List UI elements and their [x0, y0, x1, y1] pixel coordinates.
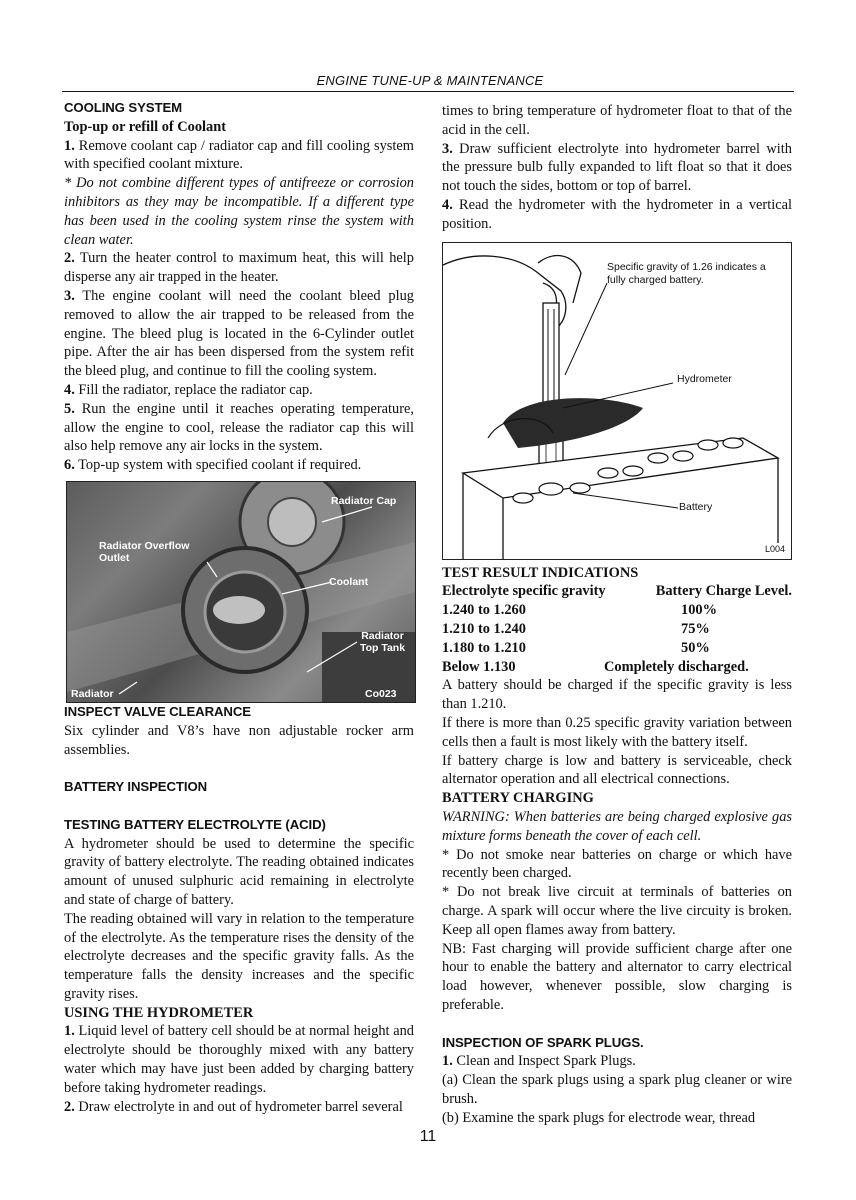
coolant-label: Coolant	[329, 575, 369, 588]
level-cell: 100%	[681, 602, 717, 619]
spark-step-1: 1. Clean and Inspect Spark Plugs.	[442, 1053, 636, 1070]
running-header: ENGINE TUNE-UP & MAINTENANCE	[316, 73, 544, 88]
antifreeze-note: * Do not combine different types of antifreeze or corrosion inhibitors as they may be incompatible. If a different type has been used in the cooling system rinse the system with clean water.	[64, 175, 414, 248]
radiator-cap-label: Radiator Cap	[331, 494, 397, 507]
radiator-photo	[66, 481, 416, 703]
results-header-row	[442, 582, 792, 601]
results-para-3: If battery charge is low and battery is serviceable, check alternator operation and all electrical connections.	[442, 752, 792, 788]
figure-code: L004	[765, 543, 786, 554]
electrolyte-para-1: A hydrometer should be used to determine the specific gravity of battery electrolyte. The reading obtained indicates amount of unused sulphuric acid remaining in electrolyte and state of charge of battery.	[64, 835, 414, 908]
hydrometer-step-2: 2. Draw electrolyte in and out of hydrometer barrel several	[64, 1098, 403, 1115]
hydrometer-figure	[442, 242, 792, 560]
hydrometer-heading: USING THE HYDROMETER	[64, 1004, 254, 1021]
valve-clearance-text: Six cylinder and V8’s have non adjustable rocker arm assemblies.	[64, 722, 414, 758]
charging-warning: WARNING: When batteries are being charged explosive gas mixture forms beneath the cover of each cell.	[442, 808, 792, 844]
hydrometer-step-4: 4. Read the hydrometer with the hydrometer in a vertical position.	[442, 196, 792, 232]
right-column	[442, 102, 792, 1127]
spark-step-a: (a) Clean the spark plugs using a spark plug cleaner or wire brush.	[442, 1072, 792, 1107]
spacer	[442, 1015, 792, 1034]
spark-plugs-heading: INSPECTION OF SPARK PLUGS.	[442, 1034, 644, 1050]
hydrometer-step-2-cont: times to bring temperature of hydrometer float to that of the acid in the cell.	[442, 103, 792, 138]
below-range: Below 1.130	[442, 658, 516, 675]
radiator-photo-illustration	[67, 482, 415, 702]
below-row	[442, 658, 792, 677]
table-row	[442, 639, 792, 658]
cooling-step-6: 6. Top-up system with specified coolant if required.	[64, 457, 362, 474]
charging-para-3: NB: Fast charging will provide sufficient charge after one hour to enable the battery and alternator to carry electrical load however, whenever possible, slow charging is preferable.	[442, 940, 792, 1013]
header-rule	[62, 91, 794, 92]
hydrometer-step-3: 3. Draw sufficient electrolyte into hydrometer barrel with the pressure bulb fully expanded to lift float so that it does not touch the sides, bottom or top of barrel.	[442, 140, 792, 195]
battery-charging-heading: BATTERY CHARGING	[442, 790, 594, 807]
test-results-heading: TEST RESULT INDICATIONS	[442, 564, 639, 581]
photo-code: Co023	[365, 687, 397, 700]
charging-para-2: * Do not break live circuit at terminals of batteries on charge. A spark will occur where the live circuity is broken. Keep all open flames away from battery.	[442, 884, 792, 938]
cooling-step-1: 1. Remove coolant cap / radiator cap and fill cooling system with specified coolant mixture.	[64, 137, 414, 173]
spark-step-b: (b) Examine the spark plugs for electrode wear, thread	[442, 1109, 756, 1126]
level-cell: 50%	[681, 639, 710, 656]
test-results-table	[442, 582, 792, 657]
results-para-1: A battery should be charged if the specific gravity is less than 1.210.	[442, 677, 792, 713]
spacer	[64, 759, 414, 778]
results-col-gravity: Electrolyte specific gravity	[442, 583, 606, 600]
cooling-system-heading: COOLING SYSTEM	[64, 100, 183, 115]
electrolyte-para-2: The reading obtained will vary in relation to the temperature of the electrolyte. As the temperature rises the density of the electrolyte decreases and the specific gravity falls. As the temperature falls the density increases and the specific gravity rises.	[64, 910, 414, 1002]
range-cell: 1.240 to 1.260	[442, 602, 526, 619]
top-tank-label: Radiator Top Tank	[359, 629, 406, 654]
range-cell: 1.210 to 1.240	[442, 620, 526, 637]
results-col-level: Battery Charge Level.	[655, 583, 792, 600]
level-cell: 75%	[681, 620, 710, 637]
cooling-step-4: 4. Fill the radiator, replace the radiator cap.	[64, 381, 313, 398]
table-row	[442, 601, 792, 620]
spacer	[64, 797, 414, 816]
charging-para-1: * Do not smoke near batteries on charge or which have recently been charged.	[442, 846, 792, 882]
overflow-outlet-label: Radiator Overflow Outlet	[99, 539, 190, 564]
hydrometer-illustration	[443, 243, 791, 559]
battery-inspection-heading: BATTERY INSPECTION	[64, 779, 208, 795]
below-level: Completely discharged.	[604, 658, 749, 675]
hydrometer-label: Hydrometer	[677, 372, 732, 385]
left-column	[64, 99, 414, 1116]
range-cell: 1.180 to 1.210	[442, 639, 526, 656]
cooling-step-2: 2. Turn the heater control to maximum heat, this will help disperse any air trapped in the heater.	[64, 250, 414, 286]
specific-gravity-note: Specific gravity of 1.26 indicates a fully charged battery.	[607, 260, 766, 286]
table-row	[442, 620, 792, 639]
cooling-step-3: 3. The engine coolant will need the coolant bleed plug removed to allow the air trapped to be released from the engine. The bleed plug is located in the 6-Cylinder outlet pipe. After the air has been dispersed from the system refit the bleed plug, and continue to fill the cooling system.	[64, 287, 415, 380]
results-para-2: If there is more than 0.25 specific gravity variation between cells then a fault is most likely with the battery itself.	[442, 714, 792, 750]
battery-label: Battery	[679, 500, 713, 513]
page-number: 11	[419, 1128, 437, 1145]
radiator-label: Radiator	[71, 687, 114, 700]
coolant-subheading: Top-up or refill of Coolant	[64, 118, 227, 135]
electrolyte-heading: TESTING BATTERY ELECTROLYTE (ACID)	[64, 816, 326, 832]
hydrometer-step-1: 1. Liquid level of battery cell should be at normal height and electrolyte should be thoroughly mixed with any battery water which may have just been added by charging battery before taking hydrometer readings.	[64, 1023, 414, 1096]
cooling-step-5: 5. Run the engine until it reaches operating temperature, allow the engine to cool, release the radiator cap this will also help remove any air locks in the system.	[64, 400, 414, 455]
valve-clearance-heading: INSPECT VALVE CLEARANCE	[64, 703, 251, 719]
